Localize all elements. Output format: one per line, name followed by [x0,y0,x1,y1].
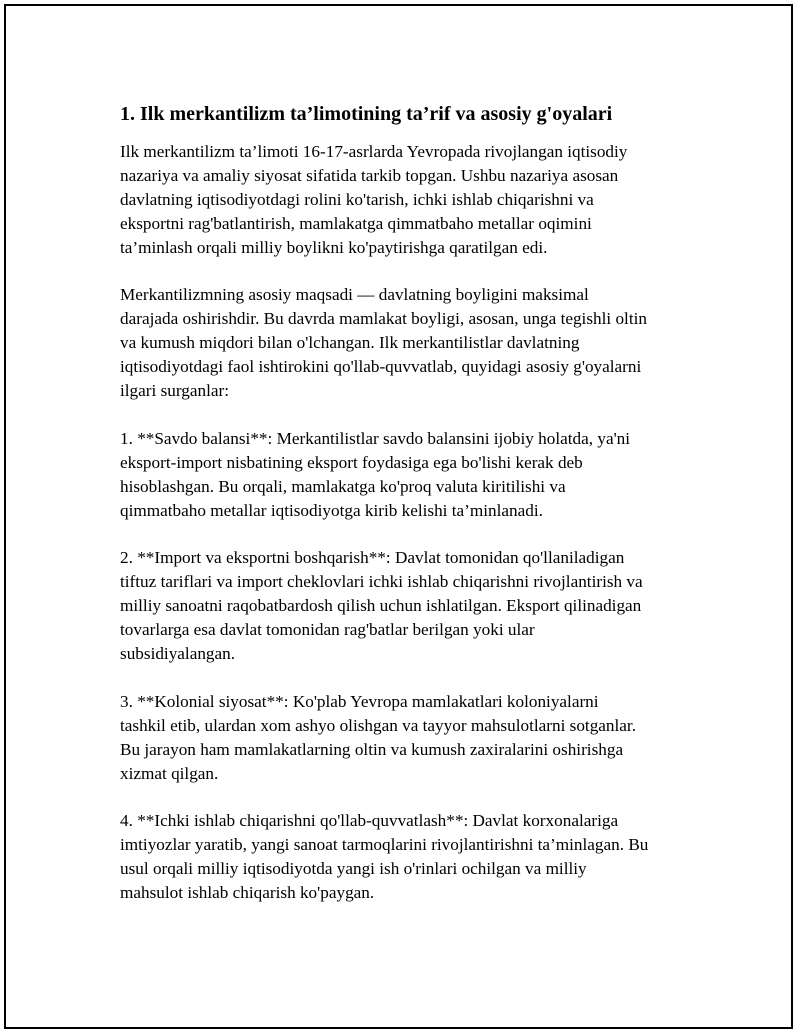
text-line: iqtisodiyotdagi faol ishtirokini qo'llab-quvvatlab, quyidagi asosiy g'oyalarni [120,357,642,377]
text-line: tiftuz tariflari va import cheklovlari ichki ishlab chiqarishni rivojlantirish va [120,572,643,592]
document-title: 1. Ilk merkantilizm ta’limotining ta’rif va asosiy g'oyalari [120,103,613,125]
text-line: imtiyozlar yaratib, yangi sanoat tarmoqlarini rivojlantirishni ta’minlagan. Bu [120,835,649,855]
text-line: va kumush miqdori bilan o'lchangan. Ilk merkantilistlar davlatning [120,333,580,353]
text-line: eksport-import nisbatining eksport foydasiga ega bo'lishi kerak deb [120,452,583,472]
text-line: Ilk merkantilizm ta’limoti 16-17-asrlarda Yevropada rivojlangan iqtisodiy [120,142,628,161]
text-line: qimmatbaho metallar iqtisodiyotga kirib kelishi ta’minlanadi. [120,500,543,520]
paragraph-intro [120,140,700,260]
text-line: ilgari surganlar: [120,381,229,401]
text-line: eksportni rag'batlantirish, mamlakatga qimmatbaho metallar oqimini [120,213,592,233]
text-line: mahsulot ishlab chiqarish ko'paygan. [120,883,375,903]
text-line: xizmat qilgan. [120,763,219,783]
text-line: nazariya va amaliy siyosat sifatida tarkib topgan. Ushbu nazariya asosan [120,165,619,185]
text-line: davlatning iqtisodiyotdagi rolini ko'tarish, ichki ishlab chiqarishni va [120,189,594,209]
text-line: 4. **Ichki ishlab chiqarishni qo'llab-quvvatlash**: Davlat korxonalariga [120,811,619,831]
text-line: 3. **Kolonial siyosat**: Ko'plab Yevropa mamlakatlari koloniyalarni [120,691,599,711]
text-line: milliy sanoatni raqobatbardosh qilish uchun ishlatilgan. Eksport qilinadigan [120,596,642,616]
text-line: Merkantilizmning asosiy maqsadi — davlatning boyligini maksimal [120,285,589,305]
page-frame [4,4,793,1029]
text-line: tovarlarga esa davlat tomonidan rag'batlar berilgan yoki ular [120,620,535,640]
document-body [120,100,700,929]
paragraph-point-1 [120,427,700,523]
text-line: darajada oshirishdir. Bu davrda mamlakat boyligi, asosan, unga tegishli oltin [120,309,647,329]
text-line: 2. **Import va eksportni boshqarish**: Davlat tomonidan qo'llaniladigan [120,548,625,568]
text-line: ta’minlash orqali milliy boylikni ko'paytirishga qaratilgan edi. [120,237,548,257]
paragraph-point-2 [120,546,700,666]
text-line: 1. **Savdo balansi**: Merkantilistlar savdo balansini ijobiy holatda, ya'ni [120,428,631,448]
paragraph-goal [120,283,700,403]
text-line: hisoblashgan. Bu orqali, mamlakatga ko'proq valuta kiritilishi va [120,476,566,496]
text-line: tashkil etib, ulardan xom ashyo olishgan va tayyor mahsulotlarni sotganlar. [120,715,637,735]
text-line: usul orqali milliy iqtisodiyotda yangi ish o'rinlari ochilgan va milliy [120,859,587,879]
paragraph-point-4 [120,809,700,905]
text-line: subsidiyalangan. [120,643,236,663]
paragraph-point-3 [120,690,700,786]
text-line: Bu jarayon ham mamlakatlarning oltin va kumush zaxiralarini oshirishga [120,739,624,759]
